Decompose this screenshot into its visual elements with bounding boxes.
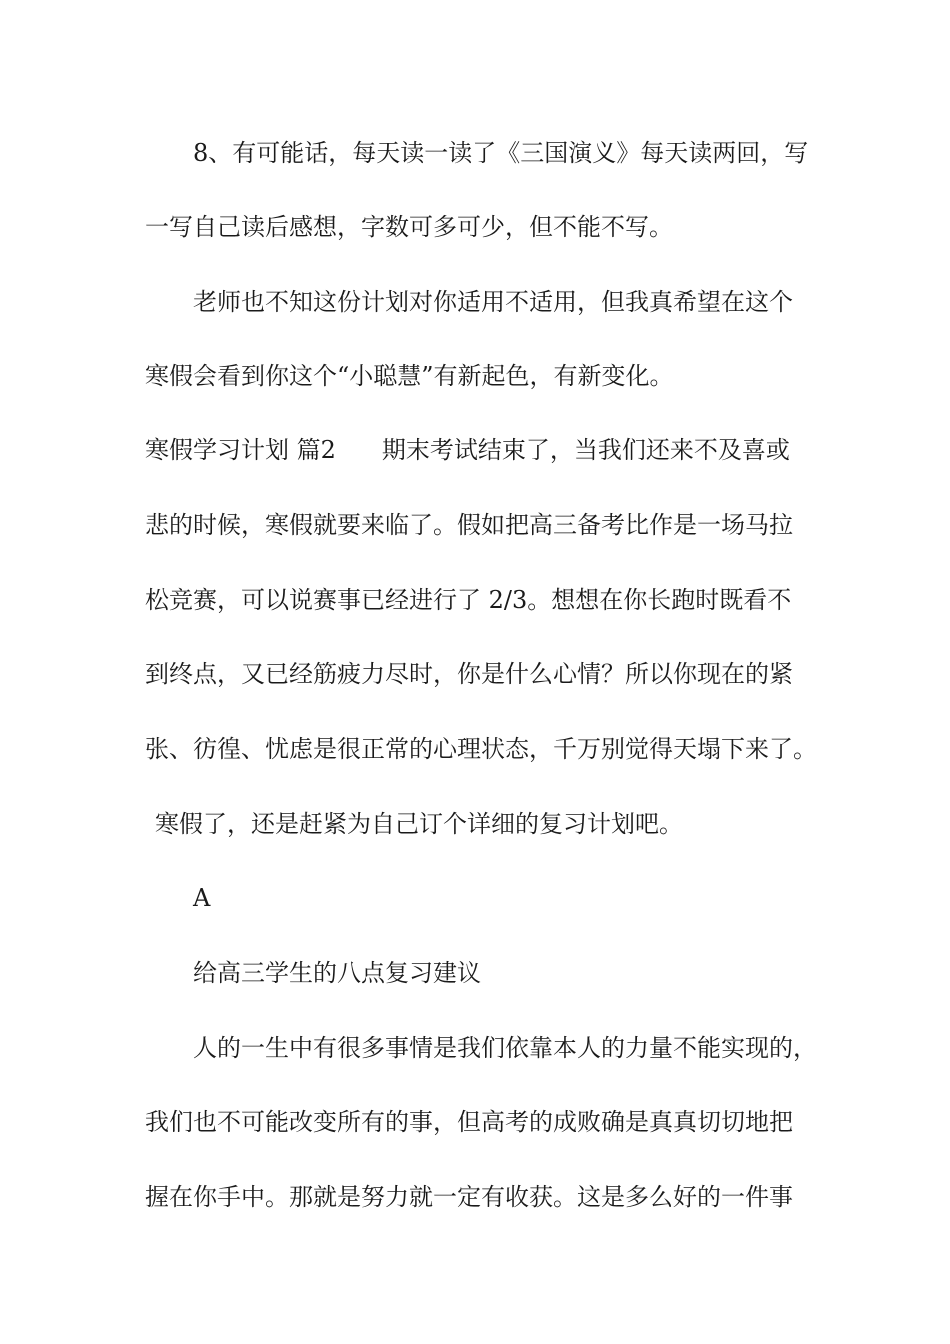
subsection-title: 给高三学生的八点复习建议 bbox=[193, 959, 481, 987]
paragraph-line-15: 握在你手中。那就是努力就一定有收获。这是多么好的一件事 bbox=[145, 1183, 793, 1211]
section-marker: A bbox=[193, 884, 211, 912]
paragraph-line-8: 到终点，又已经筋疲力尽时，你是什么心情？所以你现在的紧 bbox=[145, 660, 793, 688]
section-first-sentence: 期末考试结束了，当我们还来不及喜或 bbox=[381, 436, 790, 464]
section-title: 寒假学习计划 篇2 bbox=[145, 436, 336, 464]
paragraph-line-10: 寒假了，还是赶紧为自己订个详细的复习计划吧。 bbox=[155, 810, 683, 838]
paragraph-line-14: 我们也不可能改变所有的事，但高考的成败确是真真切切地把 bbox=[145, 1108, 793, 1136]
paragraph-line-6: 悲的时候，寒假就要来临了。假如把高三备考比作是一场马拉 bbox=[145, 511, 793, 539]
paragraph-line-3: 老师也不知这份计划对你适用不适用，但我真希望在这个 bbox=[193, 288, 793, 316]
paragraph-line-1: 8、有可能话，每天读一读了《三国演义》每天读两回，写 bbox=[193, 139, 809, 167]
paragraph-line-13: 人的一生中有很多事情是我们依靠本人的力量不能实现的， bbox=[193, 1034, 817, 1062]
paragraph-line-7: 松竞赛，可以说赛事已经进行了 2/3。想想在你长跑时既看不 bbox=[145, 586, 792, 614]
paragraph-line-2: 一写自己读后感想，字数可多可少，但不能不写。 bbox=[145, 213, 673, 241]
paragraph-line-9: 张、彷徨、忧虑是很正常的心理状态，千万别觉得天塌下来了。 bbox=[145, 735, 817, 763]
section-heading-line bbox=[145, 430, 825, 470]
paragraph-line-4: 寒假会看到你这个“小聪慧”有新起色，有新变化。 bbox=[145, 362, 674, 390]
